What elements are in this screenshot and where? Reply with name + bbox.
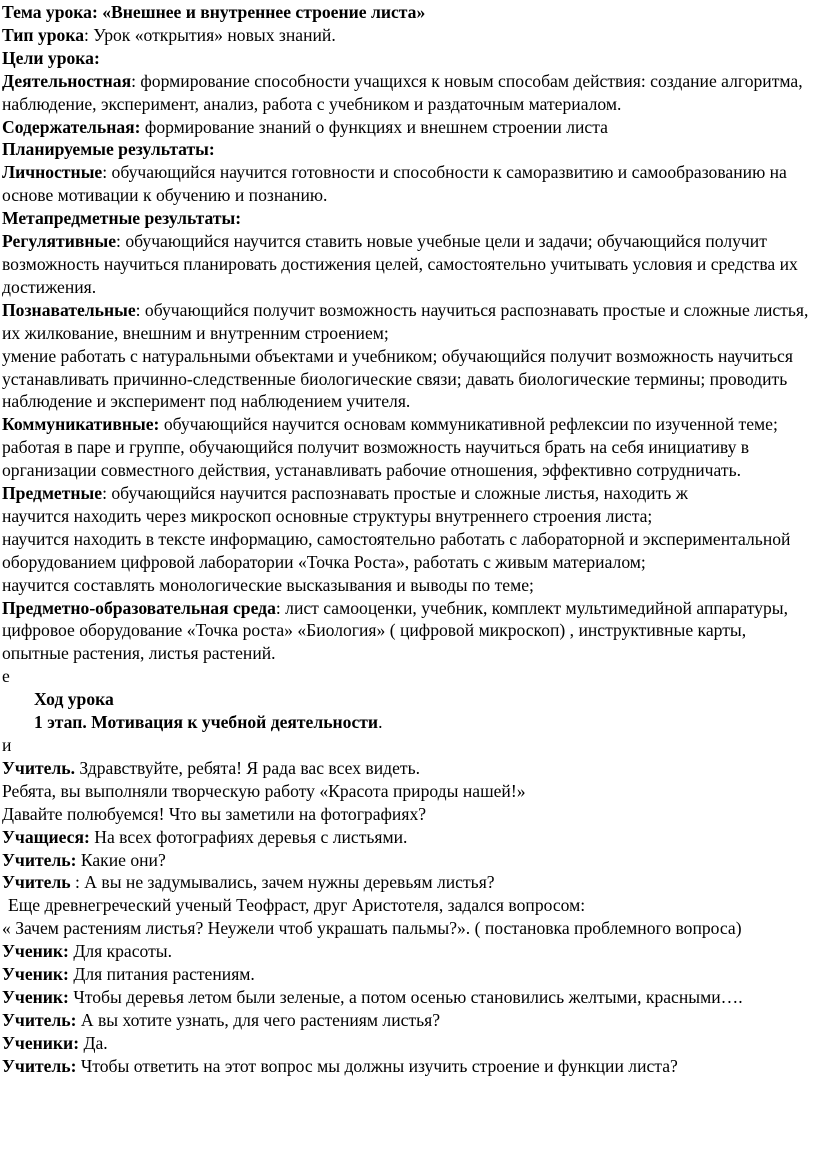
paragraph — [2, 1009, 814, 1032]
paragraph-bold-lead: Личностные — [2, 162, 103, 183]
paragraph-text: Да. — [79, 1032, 108, 1053]
paragraph-bold-lead: Ученик: — [2, 941, 69, 962]
paragraph — [2, 780, 814, 803]
paragraph-bold-lead: Содержательная: — [2, 116, 141, 137]
paragraph-text: : обучающийся научится ставить новые учебные цели и задачи; обучающийся получит возможность научиться планировать достижения целей, самостоятельно учитывать условия и средства их достижения. — [2, 231, 798, 297]
paragraph-text: . — [378, 712, 383, 733]
paragraph — [2, 597, 814, 666]
paragraph — [2, 24, 814, 47]
paragraph-text: А вы хотите узнать, для чего растениям листья? — [76, 1009, 441, 1030]
paragraph — [2, 1032, 814, 1055]
paragraph-text: Какие они? — [76, 849, 166, 870]
paragraph-bold-lead: Ученики: — [2, 1032, 80, 1053]
paragraph — [2, 138, 814, 161]
paragraph — [2, 963, 814, 986]
paragraph — [2, 230, 814, 299]
paragraph — [2, 1055, 814, 1078]
paragraph-bold-lead: Учитель: — [2, 1055, 77, 1076]
paragraph — [2, 116, 814, 139]
paragraph-bold-lead: Тема урока: «Внешнее и внутреннее строение листа» — [2, 2, 426, 22]
paragraph-bold-lead: Тип урока — [2, 24, 85, 45]
paragraph-text: обучающийся научится основам коммуникативной рефлексии по изученной теме; работая в паре и группе, обучающийся получит возможность научиться брать на себя инициативу в организации совместного действия, устанавливать рабочие отношения, эффективно сотрудничать. — [2, 414, 778, 481]
paragraph-text: Для питания растениям. — [68, 964, 255, 985]
paragraph-bold-lead: Учитель — [2, 872, 71, 893]
paragraph-bold-lead: Познавательные — [2, 299, 136, 320]
paragraph — [2, 803, 814, 826]
paragraph — [2, 528, 814, 574]
paragraph-text: : обучающийся получит возможность научиться распознавать простые и сложные листья, их жилкование, внешним и внутренним строением; — [2, 299, 809, 343]
paragraph-bold-lead: Ученик: — [2, 986, 69, 1007]
paragraph — [2, 917, 814, 940]
paragraph — [2, 207, 814, 230]
paragraph-bold-lead: Предметно-образовательная среда — [2, 597, 276, 618]
paragraph-bold-lead: Ход урока — [34, 689, 114, 710]
paragraph-text: : Урок «открытия» новых знаний. — [84, 24, 336, 45]
paragraph-bold-lead: Учитель. — [2, 757, 75, 778]
paragraph-text: : формирование способности учащихся к новым способам действия: создание алгоритма, наблюдение, эксперимент, анализ, работа с учебником и раздаточным материалом. — [2, 70, 803, 114]
paragraph — [2, 826, 814, 849]
paragraph — [2, 70, 814, 116]
paragraph-text: е — [2, 666, 10, 687]
paragraph-text: : А вы не задумывались, зачем нужны деревьям листья? — [70, 872, 495, 893]
paragraph — [2, 482, 762, 505]
paragraph-text: : обучающийся научится распознавать простые и сложные листья, находить ж — [102, 483, 688, 504]
paragraph-text: Чтобы ответить на этот вопрос мы должны изучить строение и функции листа? — [76, 1055, 678, 1076]
paragraph-text: формирование знаний о функциях и внешнем строении листа — [140, 116, 608, 137]
paragraph-text: Еще древнегреческий ученый Теофраст, друг Аристотеля, задался вопросом: — [8, 895, 586, 916]
paragraph-text: Ребята, вы выполняли творческую работу «Красота природы нашей!» — [2, 780, 526, 801]
paragraph — [2, 47, 814, 70]
paragraph-bold-lead: Учащиеся: — [2, 826, 90, 847]
paragraph-text: научится находить в тексте информацию, самостоятельно работать с лабораторной и экспериментальной оборудованием цифровой лаборатории «Точка Роста», работать с живым материалом; — [2, 528, 791, 572]
paragraph-text: научится составлять монологические высказывания и выводы по теме; — [2, 574, 534, 595]
paragraph-bold-lead: Цели урока: — [2, 47, 100, 68]
paragraph — [2, 1, 814, 24]
paragraph — [2, 849, 814, 872]
paragraph — [2, 688, 814, 711]
lesson-plan-document — [2, 1, 814, 1078]
paragraph-bold-lead: Метапредметные результаты: — [2, 208, 242, 229]
paragraph — [2, 505, 814, 528]
paragraph — [2, 345, 814, 414]
paragraph — [2, 665, 814, 688]
paragraph — [2, 734, 814, 757]
paragraph-bold-lead: Учитель: — [2, 1009, 77, 1030]
paragraph — [2, 299, 814, 345]
paragraph-text: Давайте полюбуемся! Что вы заметили на фотографиях? — [2, 803, 427, 824]
paragraph — [2, 574, 814, 597]
paragraph-bold-lead: Учитель: — [2, 849, 77, 870]
paragraph-text: Чтобы деревья летом были зеленые, а потом осенью становились желтыми, красными…. — [68, 986, 743, 1007]
paragraph-text: На всех фотографиях деревья с листьями. — [89, 826, 408, 847]
paragraph-text: умение работать с натуральными объектами и учебником; обучающийся получит возможность научиться устанавливать причинно-следственные биологические связи; давать биологические термины; проводить наблюдение и эксперимент под наблюдением учителя. — [2, 345, 793, 412]
paragraph-bold-lead: Коммуникативные: — [2, 414, 160, 435]
paragraph-text: Здравствуйте, ребята! Я рада вас всех видеть. — [75, 757, 421, 778]
paragraph-text: : лист самооценки, учебник, комплект мультимедийной аппаратуры, цифровое оборудование «Точка роста» «Биология» ( цифровой микроскоп) , инструктивные карты, опытные растения, листья растений. — [2, 597, 788, 664]
paragraph — [2, 711, 814, 734]
paragraph — [2, 871, 814, 894]
paragraph — [2, 986, 814, 1009]
paragraph-bold-lead: Регулятивные — [2, 231, 117, 252]
paragraph — [2, 894, 814, 917]
paragraph-text: научится находить через микроскоп основные структуры внутреннего строения листа; — [2, 505, 653, 526]
paragraph — [2, 161, 814, 207]
paragraph-bold-lead: Предметные — [2, 483, 103, 504]
paragraph — [2, 413, 814, 482]
paragraph-bold-lead: Деятельностная — [2, 70, 132, 91]
paragraph-text: « Зачем растениям листья? Неужели чтоб украшать пальмы?». ( постановка проблемного вопроса) — [2, 918, 742, 939]
paragraph-bold-lead: Планируемые результаты: — [2, 139, 215, 160]
paragraph-bold-lead: Ученик: — [2, 964, 69, 985]
paragraph — [2, 940, 814, 963]
paragraph-bold-lead: 1 этап. Мотивация к учебной деятельности — [34, 712, 379, 733]
paragraph-text: : обучающийся научится готовности и способности к саморазвитию и самообразованию на основе мотивации к обучению и познанию. — [2, 162, 787, 206]
paragraph-text: и — [2, 735, 12, 755]
paragraph-text: Для красоты. — [68, 941, 173, 962]
paragraph — [2, 757, 814, 780]
